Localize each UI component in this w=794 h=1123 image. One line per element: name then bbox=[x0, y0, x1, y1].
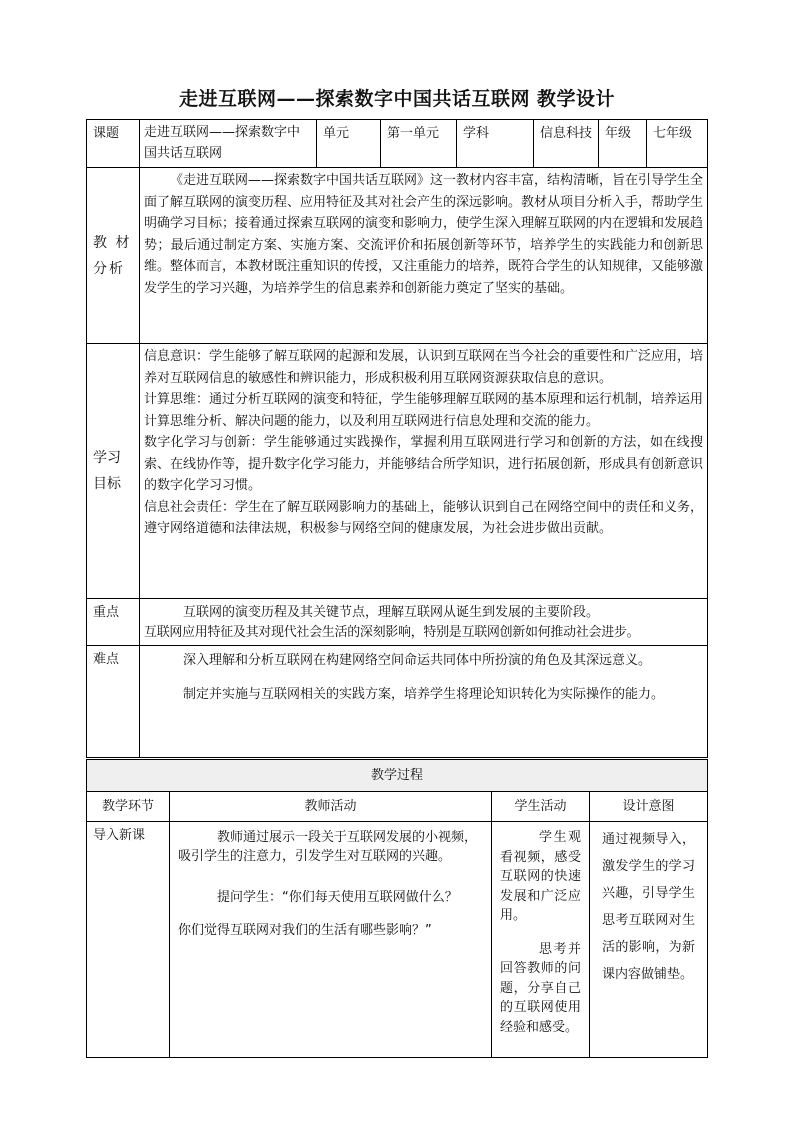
col-stage: 教学环节 bbox=[87, 792, 170, 822]
subject-label: 学科 bbox=[457, 120, 534, 168]
grade-value: 七年级 bbox=[647, 120, 708, 168]
col-teacher-activity: 教师活动 bbox=[170, 792, 492, 822]
student-activity-cell bbox=[492, 822, 590, 1058]
subject-value: 信息科技 bbox=[534, 120, 599, 168]
student-activity-1: 学生观看视频，感受互联网的快速发展和广泛应用。 bbox=[500, 830, 581, 923]
process-header: 教学过程 bbox=[87, 760, 708, 792]
col-design-intent: 设计意图 bbox=[590, 792, 708, 822]
teaching-process-table bbox=[86, 759, 708, 1058]
document-title: 走进互联网——探索数字中国共话互联网 教学设计 bbox=[178, 88, 616, 110]
difficulties-content bbox=[140, 646, 708, 758]
topic-value: 走进互联网——探索数字中国共话互联网 bbox=[140, 120, 317, 168]
teacher-activity-2: 提问学生：“你们每天使用互联网做什么？ bbox=[217, 890, 458, 905]
material-label: 教 材 分析 bbox=[87, 168, 140, 344]
difficulties-label: 难点 bbox=[87, 646, 140, 758]
objective-computational-thinking: 计算思维：通过分析互联网的演变和特征，学生能够理解互联网的基本原理和运行机制，培养运用计算思维分析、解决问题的能力，以及利用互联网进行信息处理和交流的能力。 bbox=[144, 392, 704, 429]
difficulty-2: 制定并实施与互联网相关的实践方案，培养学生将理论知识转化为实际操作的能力。 bbox=[183, 687, 665, 702]
unit-label: 单元 bbox=[317, 120, 381, 168]
teacher-activity-cell bbox=[170, 822, 492, 1058]
key-points-content bbox=[140, 599, 708, 646]
design-intent-text: 通过视频导入，激发学生的学习兴趣，引导学生思考互联网对生活的影响，为新课内容做铺垫。 bbox=[602, 832, 696, 982]
material-text bbox=[140, 168, 708, 344]
student-activity-2: 思考并回答教师的问题，分享自己的互联网使用经验和感受。 bbox=[500, 941, 581, 1035]
teacher-activity-1: 教师通过展示一段关于互联网发展的小视频，吸引学生的注意力，引发学生对互联网的兴趣。 bbox=[178, 830, 478, 864]
objective-social-responsibility: 信息社会责任：学生在了解互联网影响力的基础上，能够认识到自己在网络空间中的责任和义务，遵守网络道德和法律法规，积极参与网络空间的健康发展，为社会进步做出贡献。 bbox=[144, 499, 704, 536]
objective-info-awareness: 信息意识：学生能够了解互联网的起源和发展，认识到互联网在当今社会的重要性和广泛应用，培养对互联网信息的敏感性和辨识能力，形成积极利用互联网资源获取信息的意识。 bbox=[144, 349, 704, 386]
key-point-2: 互联网应用特征及其对现代社会生活的深刻影响，特别是互联网创新如何推动社会进步。 bbox=[144, 625, 640, 640]
teacher-activity-3: 你们觉得互联网对我们的生活有哪些影响？” bbox=[178, 923, 432, 938]
difficulty-1: 深入理解和分析互联网在构建网络空间命运共同体中所扮演的角色及其深远意义。 bbox=[183, 653, 652, 668]
objective-digital-learning: 数字化学习与创新：学生能够通过实践操作，掌握利用互联网进行学习和创新的方法，如在线搜索、在线协作等，提升数字化学习能力，并能够结合所学知识，进行拓展创新，形成具有创新意识的数字化学习习惯。 bbox=[144, 435, 704, 493]
objectives-label: 学习 目标 bbox=[87, 344, 140, 599]
key-point-1: 互联网的演变历程及其关键节点，理解互联网从诞生到发展的主要阶段。 bbox=[183, 605, 600, 620]
key-points-label: 重点 bbox=[87, 599, 140, 646]
unit-value: 第一单元 bbox=[381, 120, 457, 168]
objectives-content bbox=[140, 344, 708, 599]
grade-label: 年级 bbox=[599, 120, 647, 168]
lesson-info-table bbox=[86, 119, 708, 758]
material-paragraph: 《走进互联网——探索数字中国共话互联网》这一教材内容丰富，结构清晰，旨在引导学生全面了解互联网的演变历程、应用特征及其对社会产生的深远影响。教材从项目分析入手，帮助学生明确学习目标；接着通过探索互联网的演变和影响力，使学生深入理解互联网的内在逻辑和发展趋势；最后通过制定方案、实施方案、交流评价和拓展创新等环节，培养学生的实践能力和创新思维。整体而言，本教材既注重知识的传授，又注重能力的培养，既符合学生的认知规律，又能够激发学生的学习兴趣，为培养学生的信息素养和创新能力奠定了坚实的基础。 bbox=[144, 173, 704, 296]
stage-cell: 导入新课 bbox=[87, 822, 170, 1058]
col-student-activity: 学生活动 bbox=[492, 792, 590, 822]
design-intent-cell bbox=[590, 822, 708, 1058]
topic-label: 课题 bbox=[87, 120, 140, 168]
